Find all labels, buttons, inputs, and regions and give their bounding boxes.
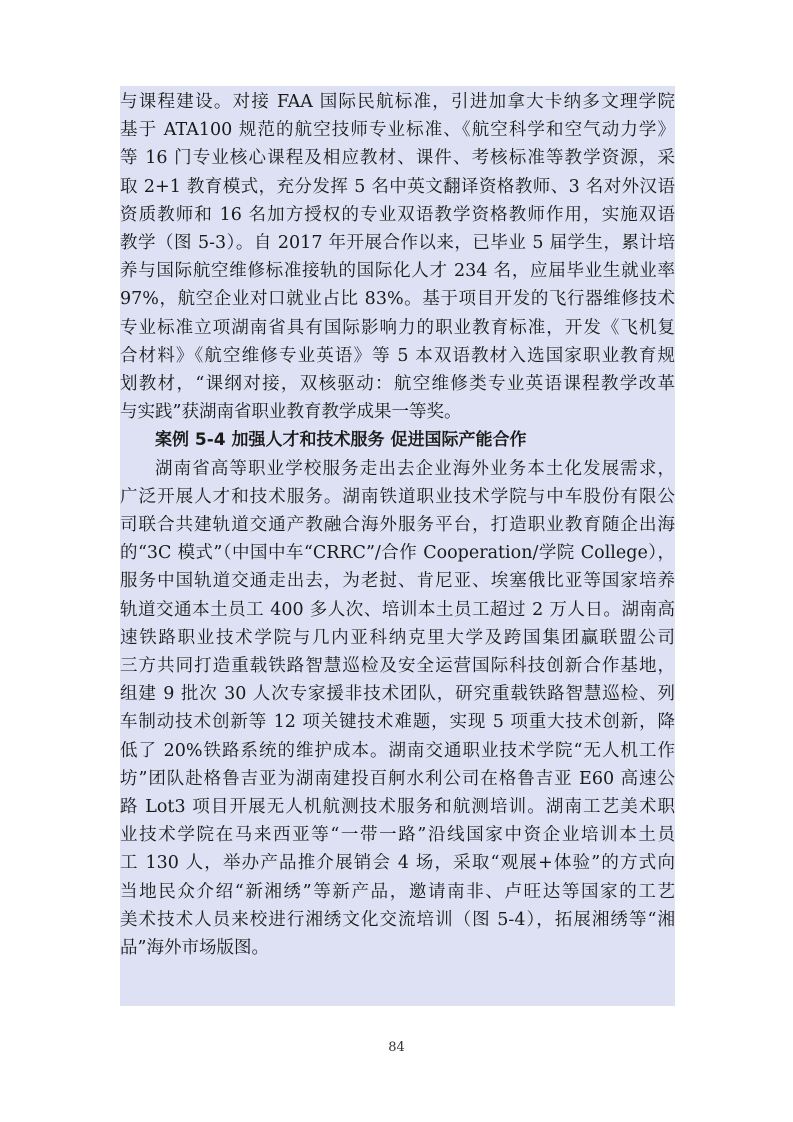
- body-line: 坊”团队赴格鲁吉亚为湖南建投百舸水利公司在格鲁吉亚 E60 高速公: [120, 768, 675, 789]
- body-line: 97%，航空企业对口就业占比 83%。基于项目开发的飞行器维修技术: [120, 289, 675, 310]
- body-line: 的“3C 模式”（中国中车“CRRC”/合作 Cooperation/学院 College），: [120, 543, 675, 564]
- body-line: 养与国际航空维修标准接轨的国际化人才 234 名，应届毕业生就业率: [120, 261, 675, 282]
- body-line: 合材料》《航空维修专业英语》等 5 本双语教材入选国家职业教育规: [120, 345, 675, 366]
- body-line: 业技术学院在马来西亚等“一带一路”沿线国家中资企业培训本土员: [120, 825, 675, 846]
- body-line: 低了 20%铁路系统的维护成本。湖南交通职业技术学院“无人机工作: [120, 740, 675, 761]
- body-line: 三方共同打造重载铁路智慧巡检及安全运营国际科技创新合作基地，: [120, 656, 675, 676]
- body-line: 美术技术人员来校进行湘绣文化交流培训（图 5-4），拓展湘绣等“湘: [120, 909, 675, 930]
- case-heading: 案例 5-4 加强人才和技术服务 促进国际产能合作: [155, 430, 527, 451]
- body-line: 速铁路职业技术学院与几内亚科纳克里大学及跨国集团赢联盟公司: [120, 627, 675, 648]
- body-line: 基于 ATA100 规范的航空技师专业标准、《航空科学和空气动力学》: [120, 120, 675, 141]
- body-line: 与课程建设。对接 FAA 国际民航标准，引进加拿大卡纳多文理学院: [120, 92, 675, 112]
- body-line: 车制动技术创新等 12 项关键技术难题，实现 5 项重大技术创新，降: [120, 712, 675, 733]
- body-line: 教学（图 5-3）。自 2017 年开展合作以来，已毕业 5 届学生，累计培: [120, 233, 675, 253]
- body-line: 广泛开展人才和技术服务。湖南铁道职业技术学院与中车股份有限公: [120, 486, 675, 507]
- body-line: 组建 9 批次 30 人次专家援非技术团队，研究重载铁路智慧巡检、列: [120, 684, 675, 705]
- body-line: 路 Lot3 项目开展无人机航测技术服务和航测培训。湖南工艺美术职: [120, 797, 675, 817]
- body-line: 品”海外市场版图。: [120, 938, 269, 958]
- page-number: 84: [388, 1040, 405, 1055]
- body-line: 当地民众介绍“新湘绣”等新产品，邀请南非、卢旺达等国家的工艺: [120, 881, 675, 902]
- body-line: 轨道交通本土员工 400 多人次、培训本土员工超过 2 万人日。湖南高: [120, 599, 675, 620]
- body-line: 专业标准立项湖南省具有国际影响力的职业教育标准，开发《飞机复: [120, 317, 675, 338]
- body-line: 服务中国轨道交通走出去，为老挝、肯尼亚、埃塞俄比亚等国家培养: [120, 571, 675, 592]
- body-line: 司联合共建轨道交通产教融合海外服务平台，打造职业教育随企出海: [120, 515, 675, 535]
- highlighted-text-region: [120, 86, 675, 1006]
- body-line: 湖南省高等职业学校服务走出去企业海外业务本土化发展需求，: [155, 458, 675, 479]
- body-line: 划教材，“课纲对接，双核驱动：航空维修类专业英语课程教学改革: [120, 374, 675, 394]
- body-line: 等 16 门专业核心课程及相应教材、课件、考核标准等教学资源，采: [120, 148, 675, 169]
- body-line: 资质教师和 16 名加方授权的专业双语教学资格教师作用，实施双语: [120, 204, 675, 225]
- body-line: 取 2+1 教育模式，充分发挥 5 名中英文翻译资格教师、3 名对外汉语: [120, 176, 675, 197]
- body-line: 工 130 人，举办产品推介展销会 4 场，采取“观展+体验”的方式向: [120, 853, 675, 874]
- body-line: 与实践”获湖南省职业教育教学成果一等奖。: [120, 402, 462, 423]
